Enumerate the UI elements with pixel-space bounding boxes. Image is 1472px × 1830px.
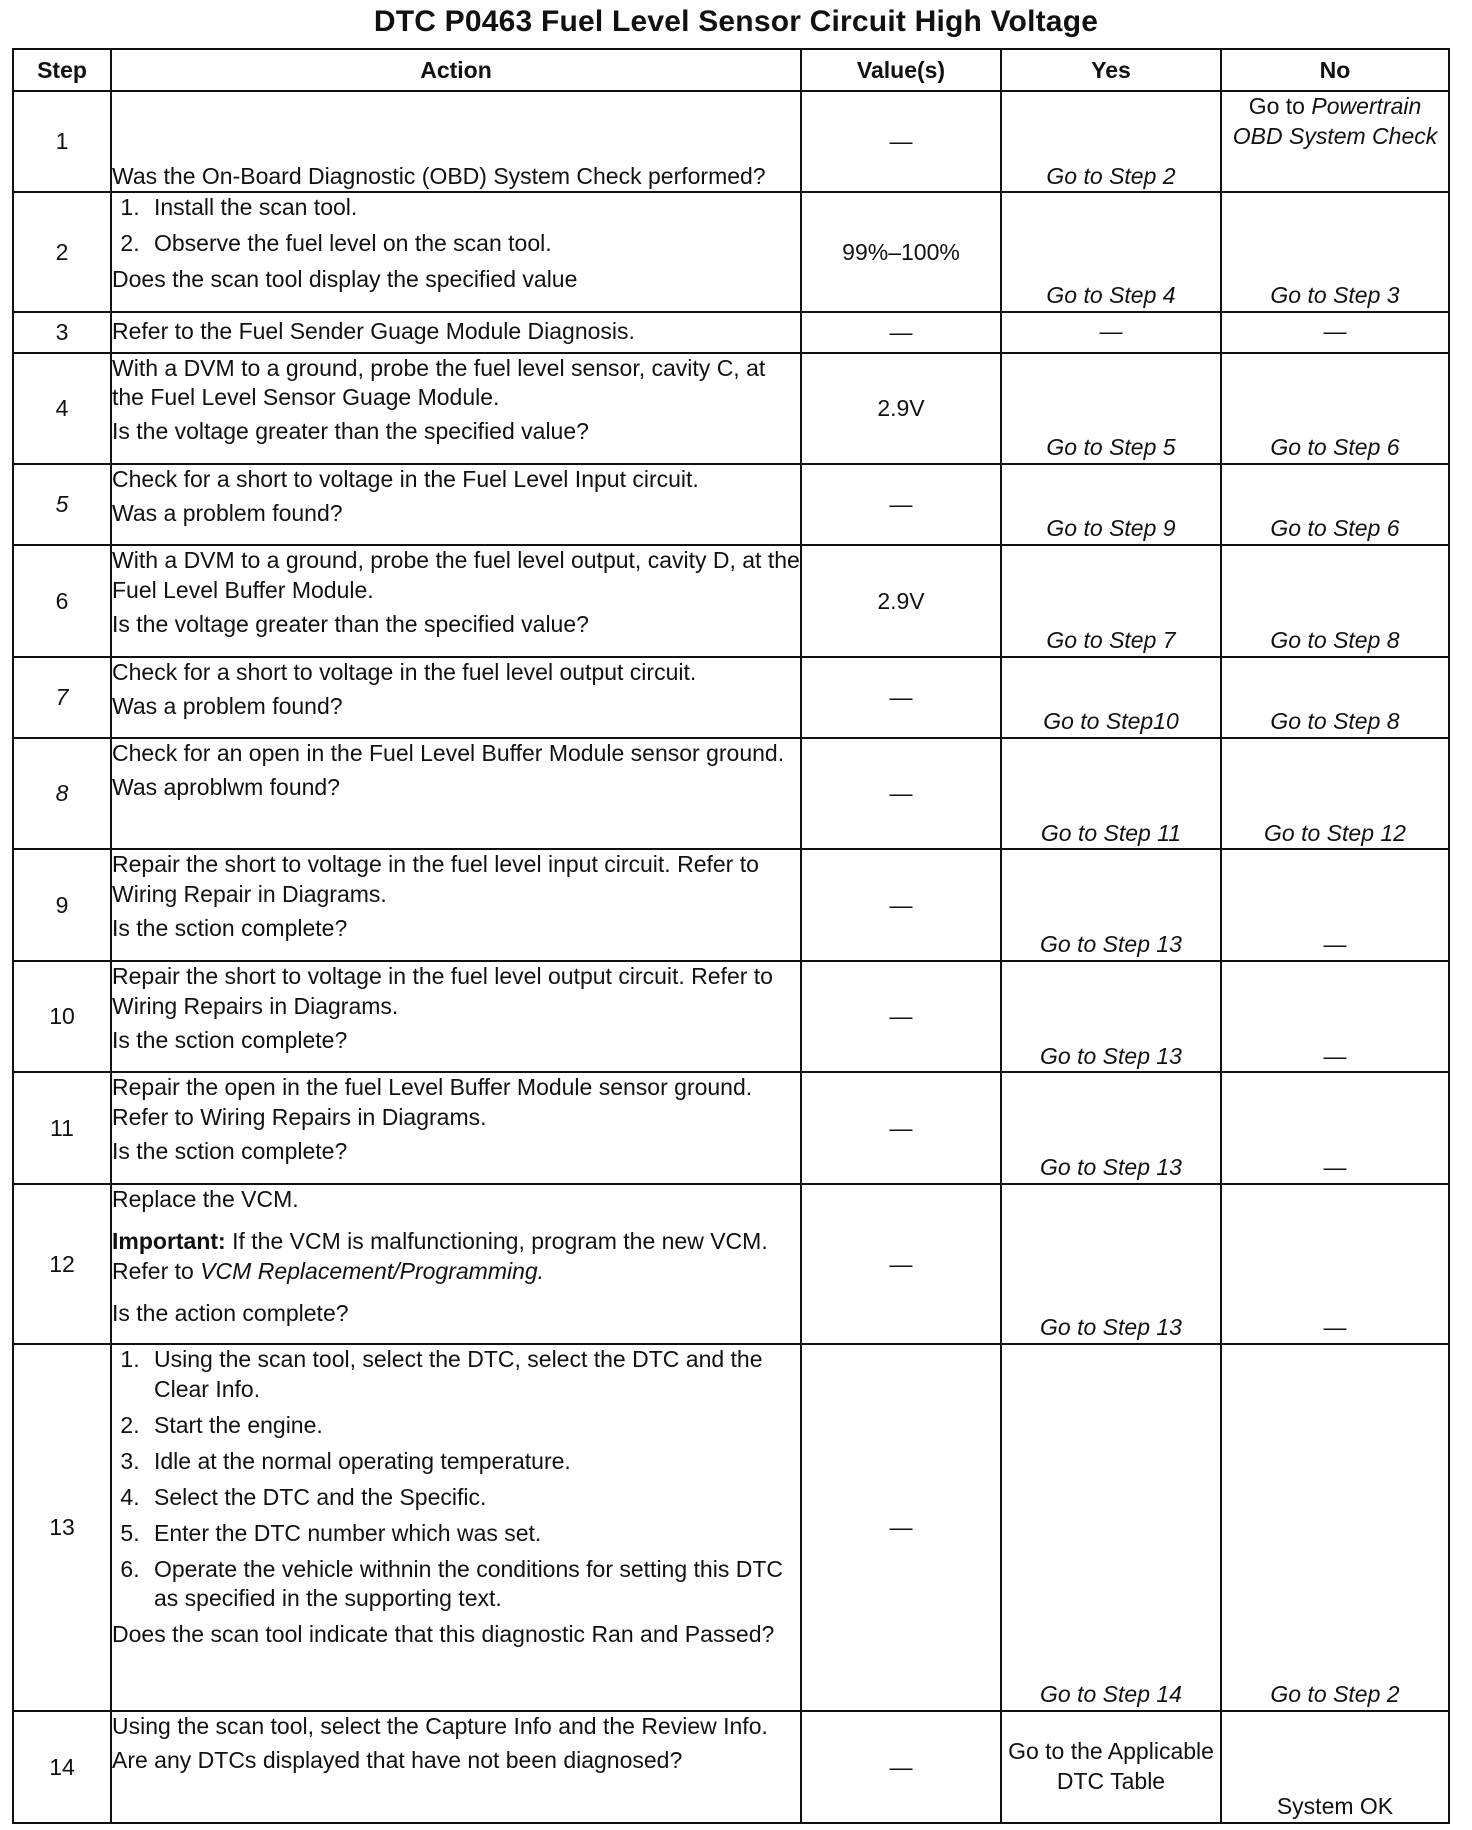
table-row <box>13 849 1449 961</box>
value-cell: — <box>801 1072 1001 1184</box>
yes-cell: Go to Step 13 <box>1001 849 1221 961</box>
action-question: Was a problem found? <box>112 692 343 719</box>
table-row <box>13 312 1449 353</box>
no-cell: System OK <box>1221 1711 1449 1823</box>
no-cell <box>1221 91 1449 192</box>
action-question: Was the On-Board Diagnostic (OBD) System Check performed? <box>112 162 766 189</box>
action-question: Are any DTCs displayed that have not been diagnosed? <box>112 1747 683 1774</box>
yes-cell: Go to Step 7 <box>1001 545 1221 657</box>
important-text: If the VCM is malfunctioning, program the new VCM. Refer to <box>112 1227 768 1284</box>
no-cell: — <box>1221 312 1449 353</box>
list-item: 2. Observe the fuel level on the scan tool. <box>146 229 800 259</box>
value-cell: — <box>801 849 1001 961</box>
page-title: DTC P0463 Fuel Level Sensor Circuit High Voltage <box>373 5 1099 38</box>
yes-cell: Go to Step 13 <box>1001 1072 1221 1184</box>
action-text: Replace the VCM. <box>112 1186 299 1212</box>
action-cell <box>111 545 801 657</box>
important-label: Important: <box>112 1227 226 1254</box>
action-cell <box>111 1072 801 1184</box>
action-text: Repair the short to voltage in the fuel level input circuit. Refer to Wiring Repair in Diagrams. <box>112 851 759 908</box>
action-question: Does the scan tool display the specified value <box>112 266 578 293</box>
step-number: 3 <box>13 312 111 353</box>
yes-cell: Go to Step10 <box>1001 657 1221 738</box>
no-cell: — <box>1221 849 1449 961</box>
list-item: 1. Install the scan tool. <box>146 193 800 223</box>
value-cell: — <box>801 738 1001 850</box>
yes-cell: Go to Step 9 <box>1001 464 1221 545</box>
action-text: Repair the short to voltage in the fuel level output circuit. Refer to Wiring Repairs in Diagrams. <box>112 962 773 1019</box>
action-question: Is the sction complete? <box>112 1026 348 1053</box>
action-cell <box>111 91 801 192</box>
yes-cell: Go to Step 13 <box>1001 1184 1221 1344</box>
important-reference: VCM Replacement/Programming. <box>200 1257 545 1284</box>
step-number: 8 <box>13 738 111 850</box>
table-row <box>13 738 1449 850</box>
value-cell: — <box>801 1184 1001 1344</box>
action-text: Check for a short to voltage in the Fuel Level Input circuit. <box>112 466 699 493</box>
table-row <box>13 1072 1449 1184</box>
value-cell: 99%–100% <box>801 192 1001 312</box>
action-cell <box>111 1344 801 1711</box>
no-cell: Go to Step 2 <box>1221 1344 1449 1711</box>
action-question: Was a problem found? <box>112 500 343 527</box>
action-cell <box>111 657 801 738</box>
step-number: 5 <box>13 464 111 545</box>
table-row <box>13 353 1449 465</box>
table-row <box>13 1184 1449 1344</box>
no-cell: Go to Step 8 <box>1221 545 1449 657</box>
no-cell: — <box>1221 1184 1449 1344</box>
table-row <box>13 464 1449 545</box>
table-row <box>13 91 1449 192</box>
action-text: With a DVM to a ground, probe the fuel level output, cavity D, at the Fuel Level Buffer Module. <box>112 547 800 604</box>
step-number: 2 <box>13 192 111 312</box>
list-item: 6. Operate the vehicle withnin the conditions for setting this DTC as specified in the supporting text. <box>146 1555 800 1615</box>
action-question: Is the sction complete? <box>112 915 348 942</box>
list-item: 1. Using the scan tool, select the DTC, select the DTC and the Clear Info. <box>146 1345 800 1405</box>
action-question: Is the action complete? <box>112 1299 349 1326</box>
action-question: Does the scan tool indicate that this diagnostic Ran and Passed? <box>112 1621 775 1648</box>
action-question: Is the sction complete? <box>112 1138 348 1165</box>
step-number: 14 <box>13 1711 111 1823</box>
value-cell: — <box>801 1344 1001 1711</box>
list-item: 5. Enter the DTC number which was set. <box>146 1519 800 1549</box>
action-cell <box>111 1711 801 1823</box>
list-item: 4. Select the DTC and the Specific. <box>146 1483 800 1513</box>
action-question: Was aproblwm found? <box>112 773 340 800</box>
dtc-diagnostic-table <box>12 48 1450 1824</box>
action-cell <box>111 464 801 545</box>
header-no: No <box>1221 49 1449 91</box>
action-text: With a DVM to a ground, probe the fuel level sensor, cavity C, at the Fuel Level Sensor Guage Module. <box>112 354 766 411</box>
yes-cell: Go to the Applicable DTC Table <box>1001 1711 1221 1823</box>
action-text: Check for an open in the Fuel Level Buffer Module sensor ground. <box>112 739 785 766</box>
action-cell <box>111 738 801 850</box>
yes-cell: Go to Step 13 <box>1001 961 1221 1073</box>
value-cell: — <box>801 961 1001 1073</box>
step-number: 10 <box>13 961 111 1073</box>
no-cell: — <box>1221 1072 1449 1184</box>
table-row <box>13 961 1449 1073</box>
step-number: 9 <box>13 849 111 961</box>
header-values: Value(s) <box>801 49 1001 91</box>
list-item: 2. Start the engine. <box>146 1411 800 1441</box>
action-steps-list <box>112 1345 800 1614</box>
step-number: 13 <box>13 1344 111 1711</box>
action-cell <box>111 961 801 1073</box>
step-number: 11 <box>13 1072 111 1184</box>
list-item: 3. Idle at the normal operating temperature. <box>146 1447 800 1477</box>
no-cell: Go to Step 3 <box>1221 192 1449 312</box>
table-header-row <box>13 49 1449 91</box>
step-number: 1 <box>13 91 111 192</box>
table-row <box>13 545 1449 657</box>
action-text: Using the scan tool, select the Capture Info and the Review Info. <box>112 1713 768 1740</box>
no-cell: Go to Step 8 <box>1221 657 1449 738</box>
yes-cell: Go to Step 5 <box>1001 353 1221 465</box>
no-cell: — <box>1221 961 1449 1073</box>
no-cell: Go to Step 12 <box>1221 738 1449 850</box>
step-number: 7 <box>13 657 111 738</box>
table-row <box>13 1711 1449 1823</box>
table-row <box>13 192 1449 312</box>
yes-cell: Go to Step 4 <box>1001 192 1221 312</box>
no-reference: Powertrain OBD System Check <box>1232 93 1438 149</box>
yes-cell: Go to Step 14 <box>1001 1344 1221 1711</box>
action-cell <box>111 353 801 465</box>
value-cell: — <box>801 312 1001 353</box>
yes-cell: — <box>1001 312 1221 353</box>
action-cell <box>111 192 801 312</box>
table-row <box>13 1344 1449 1711</box>
action-cell <box>111 312 801 353</box>
value-cell: — <box>801 1711 1001 1823</box>
value-cell: 2.9V <box>801 545 1001 657</box>
action-steps-list <box>112 193 800 259</box>
value-cell: — <box>801 464 1001 545</box>
action-text: Repair the open in the fuel Level Buffer Module sensor ground. Refer to Wiring Repairs in Diagrams. <box>112 1074 753 1131</box>
value-cell: — <box>801 657 1001 738</box>
yes-cell: Go to Step 11 <box>1001 738 1221 850</box>
step-number: 4 <box>13 353 111 465</box>
action-question: Refer to the Fuel Sender Guage Module Diagnosis. <box>112 318 635 345</box>
table-row <box>13 657 1449 738</box>
header-step: Step <box>13 49 111 91</box>
action-cell <box>111 849 801 961</box>
step-number: 12 <box>13 1184 111 1344</box>
value-cell: 2.9V <box>801 353 1001 465</box>
action-text: Check for a short to voltage in the fuel level output circuit. <box>112 658 697 685</box>
no-cell: Go to Step 6 <box>1221 464 1449 545</box>
value-cell: — <box>801 91 1001 192</box>
header-yes: Yes <box>1001 49 1221 91</box>
no-cell: Go to Step 6 <box>1221 353 1449 465</box>
no-prefix: Go to <box>1248 93 1305 119</box>
action-question: Is the voltage greater than the specified value? <box>112 418 589 445</box>
important-note <box>112 1227 800 1287</box>
yes-cell: Go to Step 2 <box>1001 91 1221 192</box>
header-action: Action <box>111 49 801 91</box>
action-cell <box>111 1184 801 1344</box>
action-question: Is the voltage greater than the specified value? <box>112 611 589 638</box>
step-number: 6 <box>13 545 111 657</box>
